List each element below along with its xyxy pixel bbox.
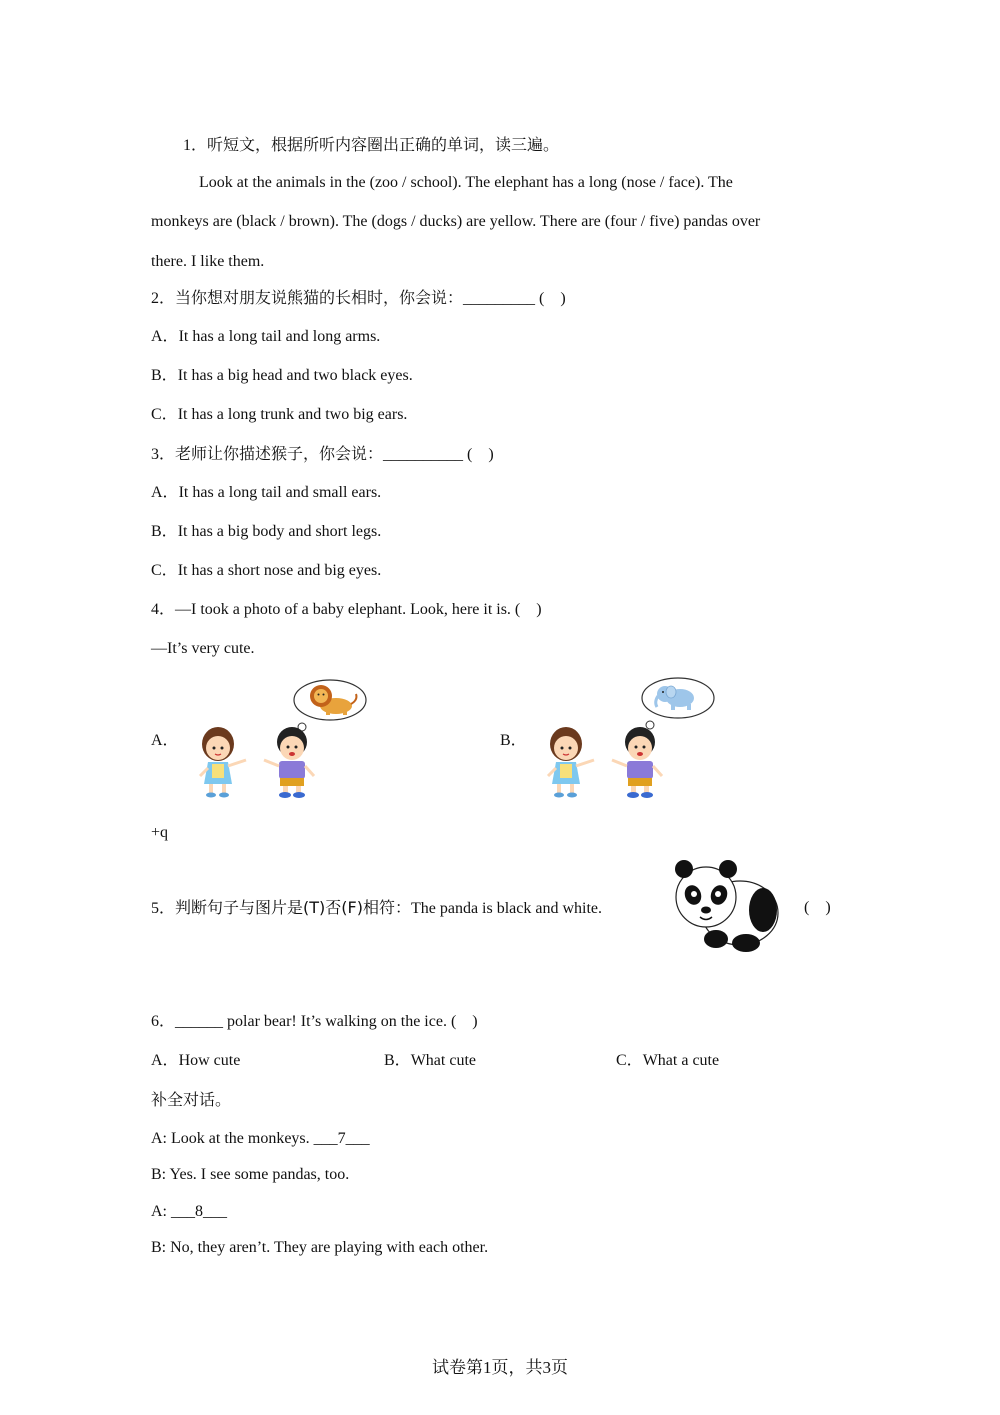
q5-answer-bracket: ( ): [804, 899, 831, 916]
q4-number: 4．: [151, 601, 176, 618]
girl-figure: [200, 727, 246, 798]
option-label: A．: [151, 328, 179, 345]
option-text: What a cute: [642, 1052, 720, 1069]
option-text: It has a short nose and big eyes.: [177, 562, 382, 579]
q2-number: 2．: [151, 290, 176, 307]
option-label: B．: [151, 523, 178, 540]
q6-option-a: [151, 1051, 240, 1071]
q1-passage-line-1: Look at the animals in the (zoo / school). The elephant has a long (nose / face). The: [199, 174, 733, 191]
option-text: How cute: [178, 1052, 241, 1069]
option-text: It has a long tail and long arms.: [178, 328, 381, 345]
dialogue-heading: 补全对话。: [151, 1090, 232, 1109]
dialogue-line-1: A: Look at the monkeys. ___7___: [151, 1130, 370, 1147]
q6-option-c: [616, 1051, 719, 1071]
q1-number: 1．: [183, 137, 208, 154]
q5-stem-cn: 判断句子与图片是(T)否(F)相符：: [175, 898, 411, 917]
page-footer: 试卷第1页，共3页: [432, 1358, 568, 1377]
q6-number: 6．: [151, 1013, 176, 1030]
q3-stem-cn: 老师让你描述猴子，你会说：: [175, 444, 384, 463]
option-label: C．: [151, 406, 178, 423]
option-label: C．: [616, 1052, 643, 1069]
q1-instruction-line: [183, 135, 559, 156]
q4-line-1: —I took a photo of a baby elephant. Look, here it is. ( ): [175, 601, 542, 618]
dialogue-line-3: A: ___8___: [151, 1203, 227, 1220]
option-label: C．: [151, 562, 178, 579]
q2-stem-cn: 当你想对朋友说熊猫的长相时，你会说：: [175, 288, 464, 307]
q4-option-a-label: A．: [151, 732, 179, 749]
option-label: B．: [151, 367, 178, 384]
q2-option-c: [151, 405, 407, 425]
q6-stem-text: ______ polar bear! It’s walking on the ice. ( ): [175, 1013, 478, 1030]
q6-stem: [151, 1012, 478, 1032]
q3-option-a: [151, 483, 381, 503]
q2-option-a: [151, 327, 380, 347]
option-label: B．: [384, 1052, 411, 1069]
q1-passage-line-3: there. I like them.: [151, 253, 265, 270]
q4-option-a-picture: [190, 672, 375, 802]
q1-instruction: 听短文，根据所听内容圈出正确的单词，读三遍。: [207, 135, 560, 154]
q3-option-c: [151, 561, 381, 581]
q4-stray-text: +q: [151, 824, 169, 841]
thought-bubble: [642, 678, 714, 742]
panda-icon: [668, 855, 783, 955]
option-text: It has a big body and short legs.: [177, 523, 382, 540]
option-label: A．: [151, 1052, 179, 1069]
q5-stem-en: The panda is black and white.: [410, 900, 603, 917]
q5-stem: [151, 898, 602, 919]
q1-passage-line-2: monkeys are (black / brown). The (dogs / ducks) are yellow. There are (four / five) pandas over: [151, 213, 761, 230]
q5-number: 5．: [151, 900, 176, 917]
boy-figure: [612, 727, 662, 798]
option-text: It has a long trunk and two big ears.: [177, 406, 408, 423]
q3-answer-blank: __________ ( ): [383, 446, 494, 463]
girl-figure: [548, 727, 594, 798]
q4-option-b-label: B．: [500, 732, 527, 749]
q2-answer-blank: _________ ( ): [463, 290, 566, 307]
q6-option-b: [384, 1051, 476, 1071]
q4-stem: [151, 600, 542, 620]
boy-figure: [264, 727, 314, 798]
q2-option-b: [151, 366, 413, 386]
option-text: It has a long tail and small ears.: [178, 484, 382, 501]
q2-stem: [151, 288, 566, 309]
option-text: What cute: [410, 1052, 476, 1069]
q4-line-2: —It’s very cute.: [151, 640, 255, 657]
option-text: It has a big head and two black eyes.: [177, 367, 413, 384]
dialogue-line-2: B: Yes. I see some pandas, too.: [151, 1166, 350, 1183]
q3-stem: [151, 444, 494, 465]
q3-option-b: [151, 522, 381, 542]
dialogue-line-4: B: No, they aren’t. They are playing with each other.: [151, 1239, 489, 1256]
q4-option-b-picture: [538, 672, 723, 802]
q3-number: 3．: [151, 446, 176, 463]
option-label: A．: [151, 484, 179, 501]
